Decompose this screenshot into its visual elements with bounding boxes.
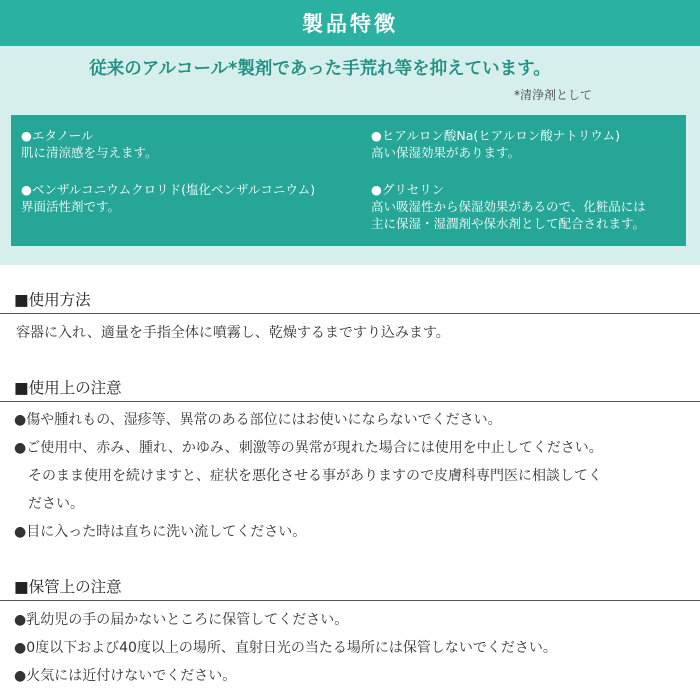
footnote: *清浄剤として (513, 88, 592, 102)
ingredient-name: ●ベンザルコニウムクロリド(塩化ベンザルコニウム) (21, 182, 316, 197)
usage-text: 容器に入れ、適量を手指全体に噴霧し、乾燥するまですり込みます。 (16, 325, 450, 341)
ingredient-desc: 主に保湿・湿潤剤や保水剤として配合されます。 (371, 216, 646, 231)
features-subtitle: 従来のアルコール*製剤であった手荒れ等を抑えています。 (89, 59, 551, 79)
ingredient-item (371, 181, 681, 232)
precaution-item: ださい。 (14, 496, 84, 512)
precaution-item: そのまま使用を続けますと、症状を悪化させる事がありますので皮膚科専門医に相談してく (14, 468, 602, 484)
ingredient-desc: 高い保湿効果があります。 (371, 145, 521, 160)
precautions-heading-text: ■使用上の注意 (14, 379, 122, 397)
storage-heading-text: ■保管上の注意 (14, 578, 122, 596)
storage-heading (0, 574, 700, 601)
storage-item: ●乳幼児の手の届かないところに保管してください。 (14, 612, 349, 628)
ingredient-name: ●ヒアルロン酸Na(ヒアルロン酸ナトリウム) (371, 128, 621, 143)
ingredient-desc: 肌に清涼感を与えます。 (21, 145, 158, 160)
usage-heading-text: ■使用方法 (14, 291, 91, 309)
ingredient-item (21, 181, 361, 215)
usage-heading (0, 287, 700, 314)
ingredient-desc: 高い吸湿性から保湿効果があるので、化粧品には (371, 199, 646, 214)
ingredient-name: ●エタノール (21, 128, 94, 143)
storage-item: ●火気には近付けないでください。 (14, 668, 237, 684)
precaution-item: ●ご使用中、赤み、腫れ、かゆみ、刺激等の異常が現れた場合には使用を中止してください。 (14, 440, 603, 456)
features-title: 製品特徴 (0, 0, 700, 46)
ingredient-name: ●グリセリン (371, 182, 445, 197)
ingredient-item (371, 127, 681, 161)
ingredients-box (11, 115, 686, 246)
ingredient-desc: 界面活性剤です。 (21, 199, 121, 214)
ingredient-item (21, 127, 351, 161)
precautions-heading (0, 375, 700, 402)
precaution-item: ●目に入った時は直ちに洗い流してください。 (14, 524, 307, 540)
storage-item: ●0度以下および40度以上の場所、直射日光の当たる場所には保管しないでください。 (14, 640, 557, 656)
precaution-item: ●傷や腫れもの、湿疹等、異常のある部位にはお使いにならないでください。 (14, 412, 502, 428)
